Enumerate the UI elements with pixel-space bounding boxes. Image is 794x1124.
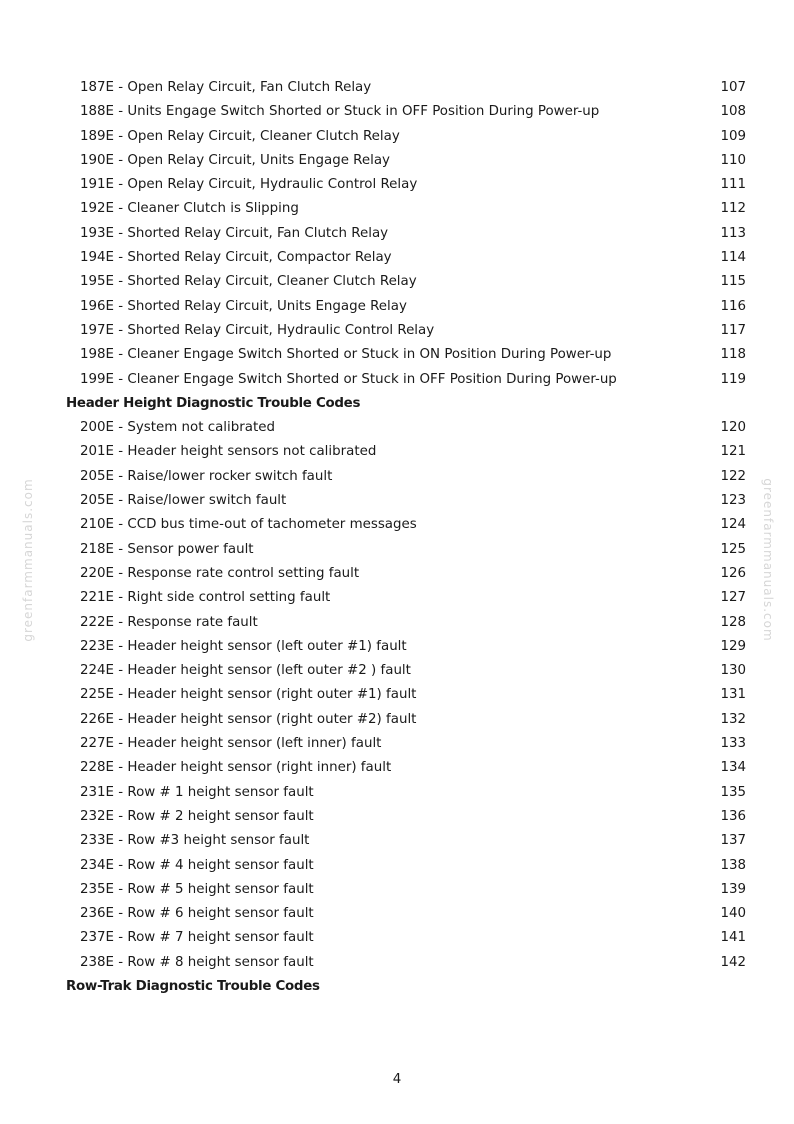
toc-entry-title: 232E - Row # 2 height sensor fault xyxy=(80,808,314,824)
toc-entry-page: 112 xyxy=(720,201,746,217)
toc-entry-page: 132 xyxy=(720,711,746,727)
toc-entry[interactable] xyxy=(66,586,746,610)
toc-entry-title: 198E - Cleaner Engage Switch Shorted or Stuck in ON Position During Power-up xyxy=(80,347,612,363)
page-number: 4 xyxy=(392,1072,402,1087)
toc-entry[interactable] xyxy=(66,100,746,124)
toc-entry-page: 136 xyxy=(720,808,746,824)
toc-entry[interactable] xyxy=(66,319,746,343)
toc-entry-page: 122 xyxy=(720,468,746,484)
toc-entry[interactable] xyxy=(66,513,746,537)
toc-entry-page: 141 xyxy=(720,930,746,946)
toc-entry[interactable] xyxy=(66,611,746,635)
toc-entry-page: 130 xyxy=(720,663,746,679)
toc-entry-page: 121 xyxy=(720,444,746,460)
toc-entry-page: 142 xyxy=(720,954,746,970)
toc-entry[interactable] xyxy=(66,708,746,732)
toc-entry-page: 116 xyxy=(720,298,746,314)
toc-entry-page: 118 xyxy=(720,347,746,363)
toc-entry[interactable] xyxy=(66,635,746,659)
toc-entry-page: 126 xyxy=(720,565,746,581)
toc-entry-title: 205E - Raise/lower rocker switch fault xyxy=(80,468,333,484)
toc-entry-page: 131 xyxy=(720,687,746,703)
toc-entry-page: 109 xyxy=(720,128,746,144)
toc-entry-page: 113 xyxy=(720,225,746,241)
toc-entry[interactable] xyxy=(66,465,746,489)
toc-entry-title: 190E - Open Relay Circuit, Units Engage Relay xyxy=(80,152,390,168)
toc-entry-page: 123 xyxy=(720,493,746,509)
toc-entry[interactable] xyxy=(66,781,746,805)
toc-entry[interactable] xyxy=(66,197,746,221)
watermark-left: greenfarmmanuals.com xyxy=(21,478,35,642)
toc-entry-page: 128 xyxy=(720,614,746,630)
toc-entry[interactable] xyxy=(66,878,746,902)
toc-entry[interactable] xyxy=(66,926,746,950)
toc-entry-page: 133 xyxy=(720,736,746,752)
toc-entry-title: 237E - Row # 7 height sensor fault xyxy=(80,930,314,946)
section-heading-text: Header Height Diagnostic Trouble Codes xyxy=(66,395,361,411)
toc-entry[interactable] xyxy=(66,125,746,149)
toc-entry[interactable] xyxy=(66,295,746,319)
toc-entry-title: 187E - Open Relay Circuit, Fan Clutch Relay xyxy=(80,80,372,95)
toc-entry[interactable] xyxy=(66,440,746,464)
toc-entry[interactable] xyxy=(66,343,746,367)
toc-entry-title: 195E - Shorted Relay Circuit, Cleaner Clutch Relay xyxy=(80,274,417,290)
toc-entry-page: 139 xyxy=(720,881,746,897)
toc-entry-title: 226E - Header height sensor (right outer #2) fault xyxy=(80,711,417,727)
toc-entry[interactable] xyxy=(66,902,746,926)
toc-entry-page: 119 xyxy=(720,371,746,387)
toc-entry[interactable] xyxy=(66,829,746,853)
toc-entry-page: 135 xyxy=(720,784,746,800)
toc-entry[interactable] xyxy=(66,538,746,562)
toc-entry-title: 210E - CCD bus time-out of tachometer messages xyxy=(80,517,417,533)
toc-entry[interactable] xyxy=(66,854,746,878)
toc-entry[interactable] xyxy=(66,270,746,294)
toc-entry-page: 140 xyxy=(720,906,746,922)
toc-entry-title: 225E - Header height sensor (right outer #1) fault xyxy=(80,687,417,703)
toc-entry-title: 221E - Right side control setting fault xyxy=(80,590,331,606)
toc-entry[interactable] xyxy=(66,149,746,173)
toc-entry-title: 197E - Shorted Relay Circuit, Hydraulic Control Relay xyxy=(80,322,435,338)
toc-entry-title: 194E - Shorted Relay Circuit, Compactor Relay xyxy=(80,250,392,266)
table-of-contents xyxy=(66,76,746,999)
toc-entry-page: 120 xyxy=(720,420,746,436)
toc-entry-title: 189E - Open Relay Circuit, Cleaner Clutch Relay xyxy=(80,128,400,144)
toc-entry-title: 218E - Sensor power fault xyxy=(80,541,254,557)
toc-entry-page: 138 xyxy=(720,857,746,873)
toc-entry-title: 231E - Row # 1 height sensor fault xyxy=(80,784,314,800)
toc-entry[interactable] xyxy=(66,756,746,780)
toc-entry[interactable] xyxy=(66,805,746,829)
toc-entry[interactable] xyxy=(66,416,746,440)
toc-entry[interactable] xyxy=(66,659,746,683)
toc-entry-page: 107 xyxy=(720,80,746,95)
toc-entry-title: 205E - Raise/lower switch fault xyxy=(80,493,287,509)
toc-entry-title: 193E - Shorted Relay Circuit, Fan Clutch Relay xyxy=(80,225,389,241)
toc-entry[interactable] xyxy=(66,173,746,197)
toc-entry-title: 227E - Header height sensor (left inner) fault xyxy=(80,736,382,752)
toc-entry-title: 188E - Units Engage Switch Shorted or Stuck in OFF Position During Power-up xyxy=(80,104,600,120)
toc-section-heading xyxy=(66,392,746,416)
toc-entry[interactable] xyxy=(66,368,746,392)
toc-entry-page: 115 xyxy=(720,274,746,290)
toc-entry[interactable] xyxy=(66,683,746,707)
toc-entry-page: 110 xyxy=(720,152,746,168)
toc-entry-page: 124 xyxy=(720,517,746,533)
watermark-right: greenfarmmanuals.com xyxy=(761,478,775,642)
toc-entry-title: 196E - Shorted Relay Circuit, Units Engage Relay xyxy=(80,298,407,314)
toc-entry-title: 236E - Row # 6 height sensor fault xyxy=(80,906,314,922)
toc-entry-title: 228E - Header height sensor (right inner) fault xyxy=(80,760,392,776)
toc-entry-title: 233E - Row #3 height sensor fault xyxy=(80,833,310,849)
toc-entry[interactable] xyxy=(66,951,746,975)
toc-entry-page: 137 xyxy=(720,833,746,849)
toc-entry-title: 235E - Row # 5 height sensor fault xyxy=(80,881,314,897)
toc-entry-page: 125 xyxy=(720,541,746,557)
toc-entry[interactable] xyxy=(66,562,746,586)
toc-entry-page: 127 xyxy=(720,590,746,606)
toc-entry[interactable] xyxy=(66,76,746,100)
toc-section-heading xyxy=(66,975,746,999)
toc-entry[interactable] xyxy=(66,246,746,270)
toc-entry-page: 111 xyxy=(720,177,746,193)
toc-entry[interactable] xyxy=(66,732,746,756)
toc-entry-title: 200E - System not calibrated xyxy=(80,420,275,436)
toc-entry-page: 108 xyxy=(720,104,746,120)
toc-entry[interactable] xyxy=(66,489,746,513)
toc-entry-title: 223E - Header height sensor (left outer #1) fault xyxy=(80,638,407,654)
toc-entry-title: 199E - Cleaner Engage Switch Shorted or Stuck in OFF Position During Power-up xyxy=(80,371,617,387)
toc-entry-title: 220E - Response rate control setting fault xyxy=(80,565,360,581)
toc-entry-title: 191E - Open Relay Circuit, Hydraulic Control Relay xyxy=(80,177,418,193)
toc-entry-page: 134 xyxy=(720,760,746,776)
toc-entry-page: 129 xyxy=(720,638,746,654)
toc-entry[interactable] xyxy=(66,222,746,246)
toc-entry-title: 192E - Cleaner Clutch is Slipping xyxy=(80,201,299,217)
toc-entry-page: 117 xyxy=(720,322,746,338)
toc-entry-page: 114 xyxy=(720,250,746,266)
toc-entry-title: 201E - Header height sensors not calibrated xyxy=(80,444,377,460)
toc-entry-title: 224E - Header height sensor (left outer #2 ) fault xyxy=(80,663,411,679)
section-heading-text: Row-Trak Diagnostic Trouble Codes xyxy=(66,978,320,994)
toc-entry-title: 222E - Response rate fault xyxy=(80,614,258,630)
toc-entry-title: 234E - Row # 4 height sensor fault xyxy=(80,857,314,873)
toc-entry-title: 238E - Row # 8 height sensor fault xyxy=(80,954,314,970)
